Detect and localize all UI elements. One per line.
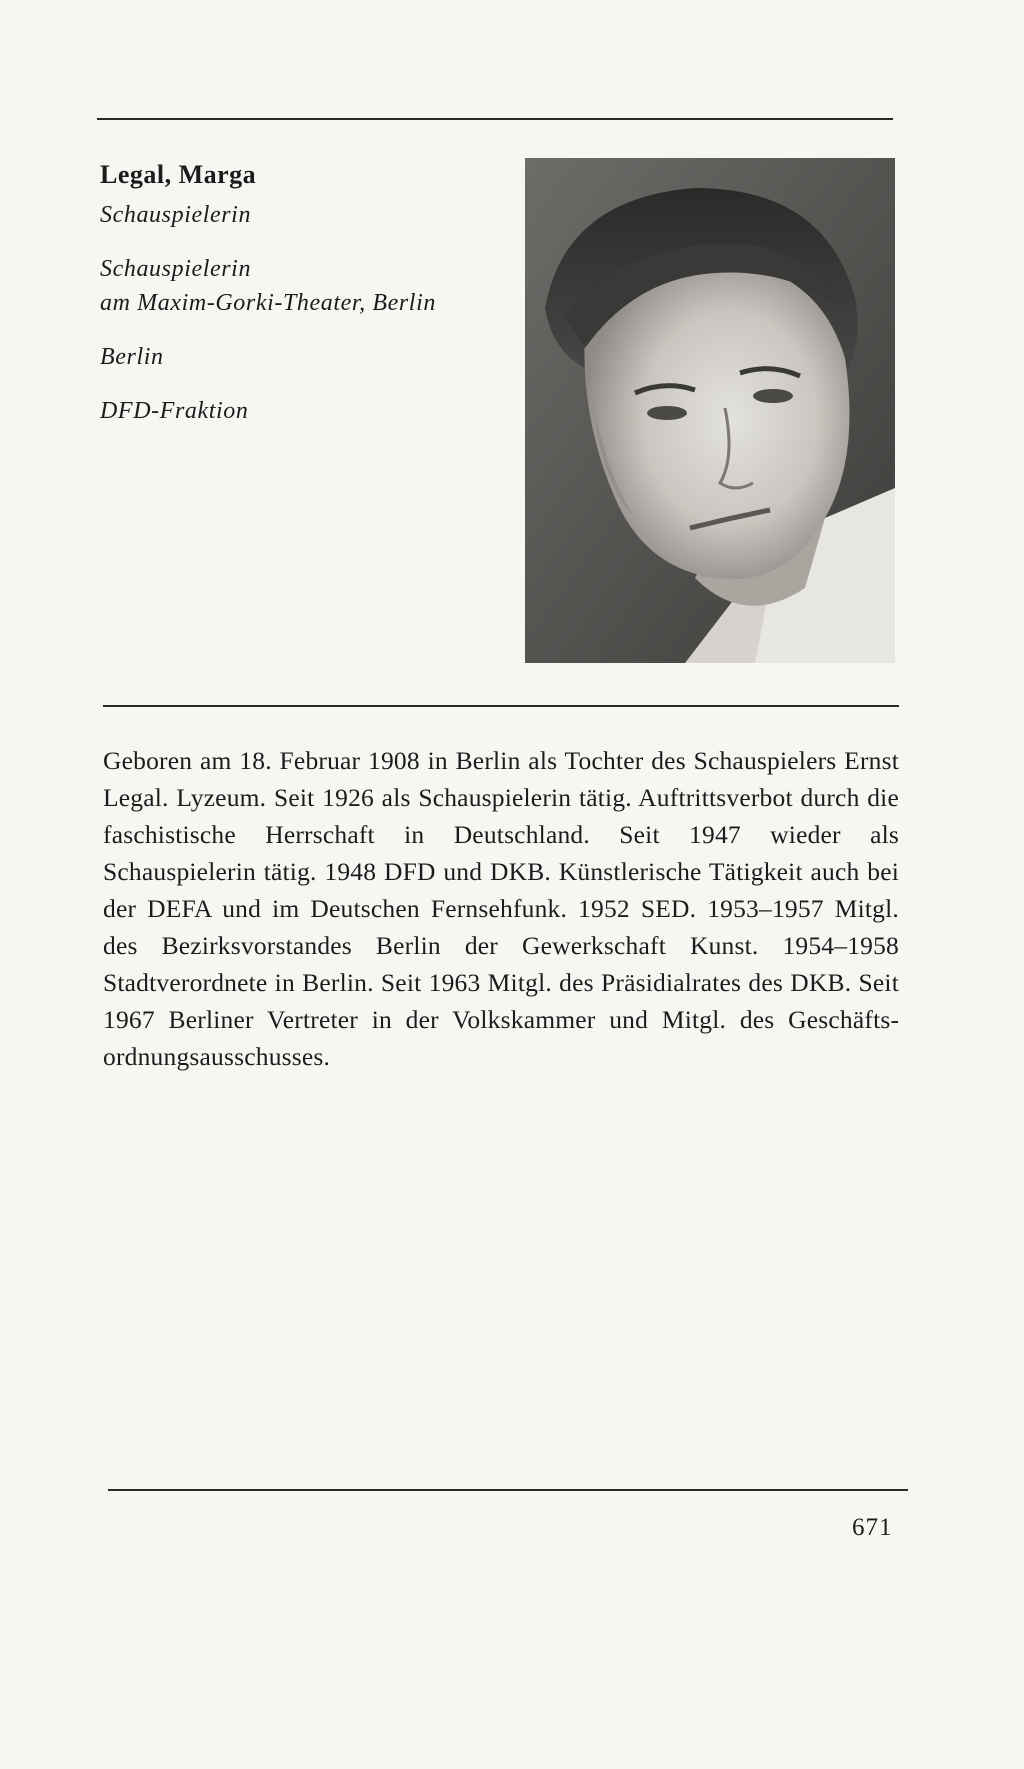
page-number: 671 — [852, 1514, 893, 1541]
position-line-2: am Maxim-Gorki-Theater, Berlin — [100, 290, 436, 316]
middle-divider — [103, 705, 899, 707]
biography-text: Geboren am 18. Februar 1908 in Berlin als Tochter des Schauspielers Ernst Legal. Lyzeum. Seit 1926 als Schauspielerin tätig. Auftrittsverbot durch die faschistische Herrschaft in Deutschland. Seit 1947 wieder als Schauspielerin tätig. 1948 DFD und DKB. Künstlerische Tätigkeit auch bei der DEFA und im Deutschen Fernsehfunk. 1952 SED. 1953–1957 Mitgl. des Bezirksvorstandes Berlin der Gewerkschaft Kunst. 1954–1958 Stadtverordnete in Berlin. Seit 1963 Mitgl. des Präsidialrates des DKB. Seit 1967 Berliner Vertreter in der Volkskammer und Mitgl. des Geschäftsordnungsausschusses. — [103, 746, 899, 1071]
person-name: Legal, Marga — [100, 160, 257, 189]
top-divider — [97, 118, 893, 120]
faction: DFD-Fraktion — [100, 398, 249, 424]
bottom-divider — [108, 1489, 908, 1491]
constituency: Berlin — [100, 344, 164, 370]
entry-header — [100, 158, 500, 428]
portrait-photo-icon — [525, 158, 895, 663]
occupation: Schauspielerin — [100, 202, 252, 228]
position-line-1: Schauspielerin — [100, 256, 252, 282]
